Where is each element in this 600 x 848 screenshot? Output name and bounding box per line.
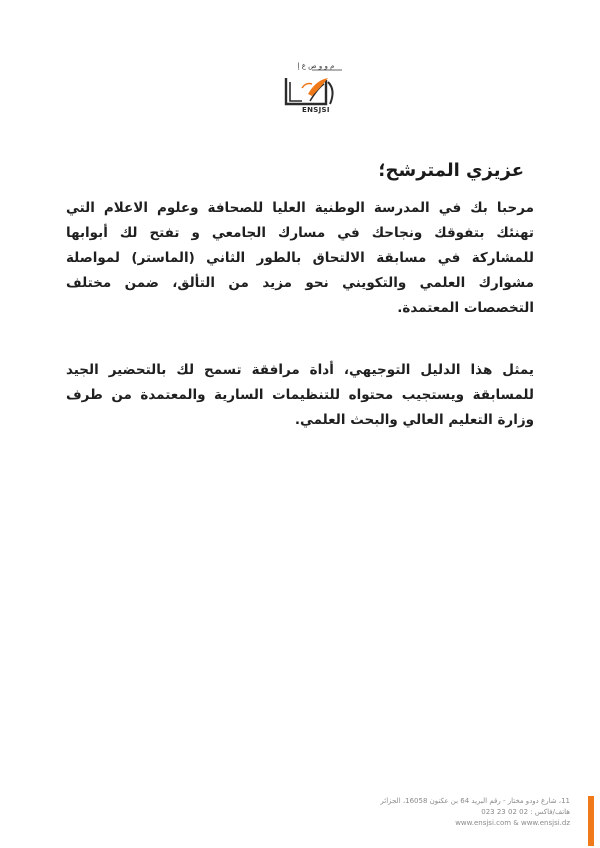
- letter-greeting: عزيزي المترشح؛: [378, 160, 524, 181]
- logo-acronym: ENSJSI: [302, 106, 330, 114]
- footer-accent-bar: [588, 796, 594, 846]
- school-logo: [272, 62, 348, 124]
- footer-phone-fax: هاتف/فاكس : 02 02 23 023: [481, 808, 570, 816]
- welcome-paragraph: مرحبا بك في المدرسة الوطنية العليا للصحافة وعلوم الاعلام التي تهنئك بتفوقك ونجاحك في مسارك الجامعي و تفتح لك أبوابها للمشاركة في مسابقة الالتحاق بالطور الثاني (الماستر) لمواصلة مشوارك العلمي والتكويني نحو مزيد من التألق، ضمن مختلف التخصصات المعتمدة.: [66, 200, 534, 316]
- footer-website: www.ensjsi.com & www.ensjsi.dz: [455, 819, 570, 827]
- logo-script-text: م و و ص ع إ: [297, 62, 335, 70]
- footer-address: 11، شارع دودو مختار - رقم البريد 64 بن عكنون 16058، الجزائر: [380, 797, 570, 805]
- guide-paragraph: يمثل هذا الدليل التوجيهي، أداة مرافقة تسمح لك بالتحضير الجيد للمسابقة ويستجيب محتواه للتنظيمات السارية والمعتمدة من طرف وزارة التعليم العالي والبحث العلمي.: [66, 362, 534, 428]
- footer-contact: [300, 796, 570, 829]
